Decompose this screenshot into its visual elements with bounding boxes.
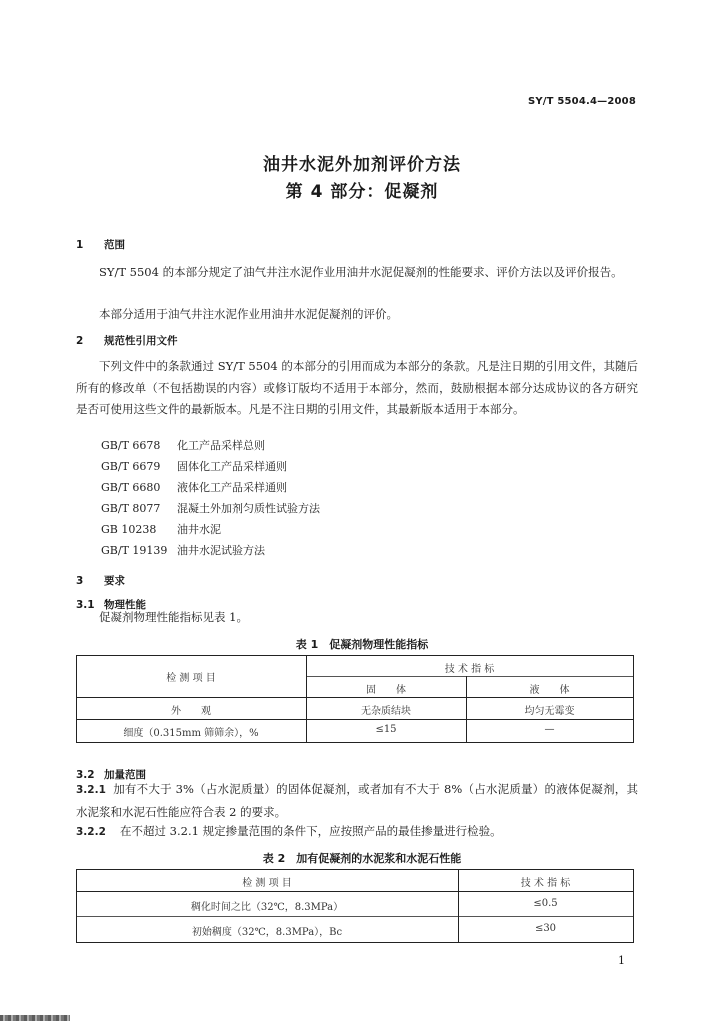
table-cell-item: 初始稠度（32℃，8.3MPa），Bc: [191, 927, 343, 938]
subsection-title: 物理性能: [104, 599, 146, 611]
subsection-number: 3.2: [76, 769, 95, 781]
scope-paragraph-2: 本部分适用于油气井注水泥作业用油井水泥促凝剂的评价。: [99, 307, 398, 321]
table-border: [633, 869, 634, 943]
table-header-item: 检 测 项 目: [166, 673, 216, 684]
clause-number: 3.2.2: [76, 826, 106, 838]
reference-code: GB/T 6680: [101, 481, 161, 494]
reference-code: GB/T 19139: [101, 544, 168, 557]
clause-text: 加有不大于 3%（占水泥质量）的固体促凝剂，或者加有不大于 8%（占水泥质量）的液体促凝剂，其水泥浆和水泥石性能应符合表 2 的要求。: [76, 782, 638, 819]
table-rule: [76, 719, 633, 720]
table-header-liquid: 液 体: [529, 685, 570, 696]
section-title: 规范性引用文件: [104, 335, 178, 347]
section-heading-3: [76, 573, 125, 588]
table-header-index: 技 术 指 标: [520, 878, 571, 889]
table-rule: [306, 676, 633, 677]
reference-code: GB 10238: [101, 523, 157, 536]
scope-paragraph-1: SY/T 5504 的本部分规定了油气井注水泥作业用油井水泥促凝剂的性能要求、评价方法以及评价报告。: [99, 265, 623, 279]
table-cell-liquid: 均匀无霉变: [524, 706, 575, 717]
table-header-group: 技 术 指 标: [444, 664, 495, 675]
reference-name: 化工产品采样总则: [177, 439, 265, 452]
document-title: 油井水泥外加剂评价方法: [263, 155, 461, 175]
table-rule: [76, 655, 633, 656]
table-cell-item: 稠化时间之比（32℃，8.3MPa）: [190, 902, 344, 913]
table-cell-item: 外 观: [171, 706, 211, 717]
clause-3-2-1: [76, 779, 638, 823]
section-number: 1: [76, 239, 84, 251]
physical-properties-paragraph: 促凝剂物理性能指标见表 1。: [99, 610, 248, 624]
reference-name: 油井水泥试验方法: [177, 544, 265, 557]
table-header-item: 检 测 项 目: [242, 878, 292, 889]
table-rule: [76, 697, 633, 698]
reference-name: 油井水泥: [177, 523, 221, 536]
clause-number: 3.2.1: [76, 784, 106, 796]
subsection-number: 3.1: [76, 599, 95, 611]
reference-name: 固体化工产品采样通则: [177, 460, 287, 473]
section-number: 3: [76, 575, 84, 587]
table-rule: [76, 742, 633, 743]
table-rule: [76, 869, 633, 870]
table-cell-item: 细度（0.315mm 筛筛余），%: [123, 728, 259, 739]
table-rule: [76, 891, 633, 892]
reference-item: [101, 542, 265, 558]
reference-code: GB/T 8077: [101, 502, 161, 515]
table-cell-solid: 无杂质结块: [361, 706, 411, 717]
table-header-solid: 固 体: [366, 685, 406, 696]
normative-references-paragraph: 下列文件中的条款通过 SY/T 5504 的本部分的引用而成为本部分的条款。凡是注日期的引用文件，其随后所有的修改单（不包括勘误的内容）或修订版均不适用于本部分，然而，鼓励根据本部分达成协议的各方研究是否可使用这些文件的最新版本。凡是不注日期的引用文件，其最新版本适用于本部分。: [76, 359, 638, 416]
reference-item: [101, 437, 265, 453]
clause-text: 在不超过 3.2.1 规定掺量范围的条件下，应按照产品的最佳掺量进行检验。: [120, 824, 502, 838]
table-2-caption: 表 2 加有促凝剂的水泥浆和水泥石性能: [262, 852, 462, 865]
table-2: [76, 869, 633, 943]
table-cell-liquid: —: [544, 724, 555, 735]
reference-item: [101, 458, 287, 474]
table-rule: [76, 916, 633, 917]
scan-artifact: [0, 1015, 70, 1021]
table-1-caption: 表 1 促凝剂物理性能指标: [295, 638, 429, 651]
table-cell-value: ≤30: [534, 923, 557, 934]
clause-3-2-2: [76, 821, 638, 844]
reference-code: GB/T 6679: [101, 460, 161, 473]
reference-item: [101, 521, 221, 537]
reference-name: 混凝土外加剂匀质性试验方法: [177, 502, 320, 515]
section-heading-1: [76, 237, 125, 252]
reference-code: GB/T 6678: [101, 439, 161, 452]
table-cell-solid: ≤15: [375, 724, 397, 735]
standard-code: SY/T 5504.4—2008: [527, 96, 636, 107]
reference-item: [101, 479, 287, 495]
reference-item: [101, 500, 320, 516]
document-subtitle: 第 4 部分：促凝剂: [285, 182, 439, 202]
section-title: 范围: [104, 239, 125, 251]
table-1: [76, 655, 633, 743]
page-number: 1: [618, 954, 625, 967]
section-heading-2: [76, 333, 178, 348]
reference-name: 液体化工产品采样通则: [177, 481, 287, 494]
section-title: 要求: [104, 575, 125, 587]
table-cell-value: ≤0.5: [533, 898, 558, 909]
subsection-title: 加量范围: [104, 769, 146, 781]
table-border: [633, 655, 634, 743]
table-rule: [76, 942, 633, 943]
section-number: 2: [76, 335, 84, 347]
